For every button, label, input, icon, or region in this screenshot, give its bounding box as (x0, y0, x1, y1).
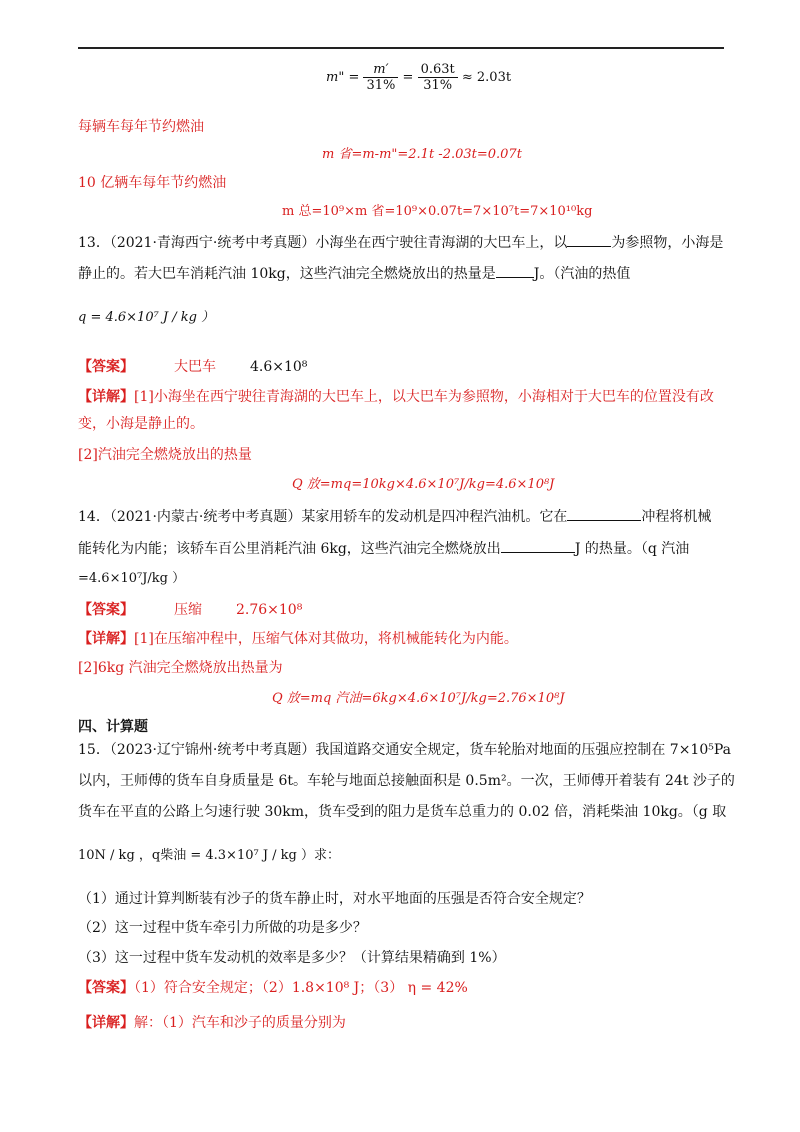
save-per-car-text: 每辆车每年节约燃油 (78, 119, 204, 135)
q14-blank2 (501, 538, 575, 553)
q15-sub3: （3）这一过程中货车发动机的效率是多少？（计算结果精确到 1%） (78, 950, 506, 966)
q15-answer: 【答案】（1）符合安全规定；（2）1.8×10⁸ J；（3） η = 42% (78, 980, 468, 996)
q15-sub2: （2）这一过程中货车牵引力所做的功是多少？ (78, 920, 367, 936)
q14-heat-value: =4.6×10⁷J/kg ） (78, 571, 186, 586)
q13-line2: 静止的。若大巴车消耗汽油 10kg，这些汽油完全燃烧放出的热量是 J。（汽油的热值 (78, 263, 630, 283)
q15-line1: 15．（2023·辽宁锦州·统考中考真题）我国道路交通安全规定，货车轮胎对地面的压强应控制在 7×10⁵Pa (78, 742, 731, 758)
save-total-text: 10 亿辆车每年节约燃油 (78, 175, 227, 191)
header-rule (78, 47, 724, 49)
q13-blank1 (567, 232, 611, 247)
q14-blank1 (567, 506, 641, 521)
q13-heat-value: q = 4.6×10⁷ J / kg ） (78, 310, 215, 325)
q14-answer: 【答案】 压缩 2.76×10⁸ (78, 602, 303, 618)
q15-line4: 10N / kg ，q柴油 = 4.3×10⁷ J / kg ）求： (78, 848, 341, 863)
section-title: 四、计算题 (78, 719, 148, 735)
q15-detail: 【详解】解：（1）汽车和沙子的质量分别为 (78, 1015, 346, 1031)
q14-detail-2: [2]6kg 汽油完全燃烧放出热量为 (78, 660, 283, 676)
save-per-car-equation: m 省=m-m"=2.1t -2.03t=0.07t (322, 147, 522, 162)
q13-line1: 13．（2021·青海西宁·统考中考真题）小海坐在西宁驶往青海湖的大巴车上，以 为参照物，小海是 (78, 232, 723, 252)
q13-detail-line2: 变，小海是静止的。 (78, 416, 204, 432)
save-total-equation: m 总=10⁹×m 省=10⁹×0.07t=7×10⁷t=7×10¹⁰kg (282, 204, 593, 219)
q13-answer: 【答案】 大巴车 4.6×10⁸ (78, 359, 308, 375)
q15-line3: 货车在平直的公路上匀速行驶 30km，货车受到的阻力是货车总重力的 0.02 倍，消耗柴油 10kg。（g 取 (78, 804, 727, 820)
q14-line1: 14．（2021·内蒙古·统考中考真题）某家用轿车的发动机是四冲程汽油机。它在 冲程将机械 (78, 506, 711, 526)
q14-line2: 能转化为内能；该轿车百公里消耗汽油 6kg，这些汽油完全燃烧放出 J 的热量。（q 汽油 (78, 538, 689, 558)
formula-efficiency: m" = $\frac{m'}{31\%}$ = $\frac{0.63t}{31\%}$ ≈ 2.03t (326, 62, 512, 93)
q13-detail-2: [2]汽油完全燃烧放出的热量 (78, 447, 252, 463)
q14-detail-1: 【详解】[1]在压缩冲程中，压缩气体对其做功，将机械能转化为内能。 (78, 631, 518, 647)
q13-equation: Q 放=mq=10kg×4.6×10⁷J/kg=4.6×10⁸J (292, 477, 555, 492)
q13-blank2 (496, 263, 534, 278)
q15-line2: 以内，王师傅的货车自身质量是 6t。车轮与地面总接触面积是 0.5m²。一次，王师傅开着装有 24t 沙子的 (78, 773, 735, 789)
q13-detail-line1: 【详解】[1]小海坐在西宁驶往青海湖的大巴车上，以大巴车为参照物，小海相对于大巴车的位置没有改 (78, 389, 714, 405)
q14-equation: Q 放=mq 汽油=6kg×4.6×10⁷J/kg=2.76×10⁸J (272, 691, 565, 706)
q15-sub1: （1）通过计算判断装有沙子的货车静止时，对水平地面的压强是否符合安全规定？ (78, 891, 591, 907)
